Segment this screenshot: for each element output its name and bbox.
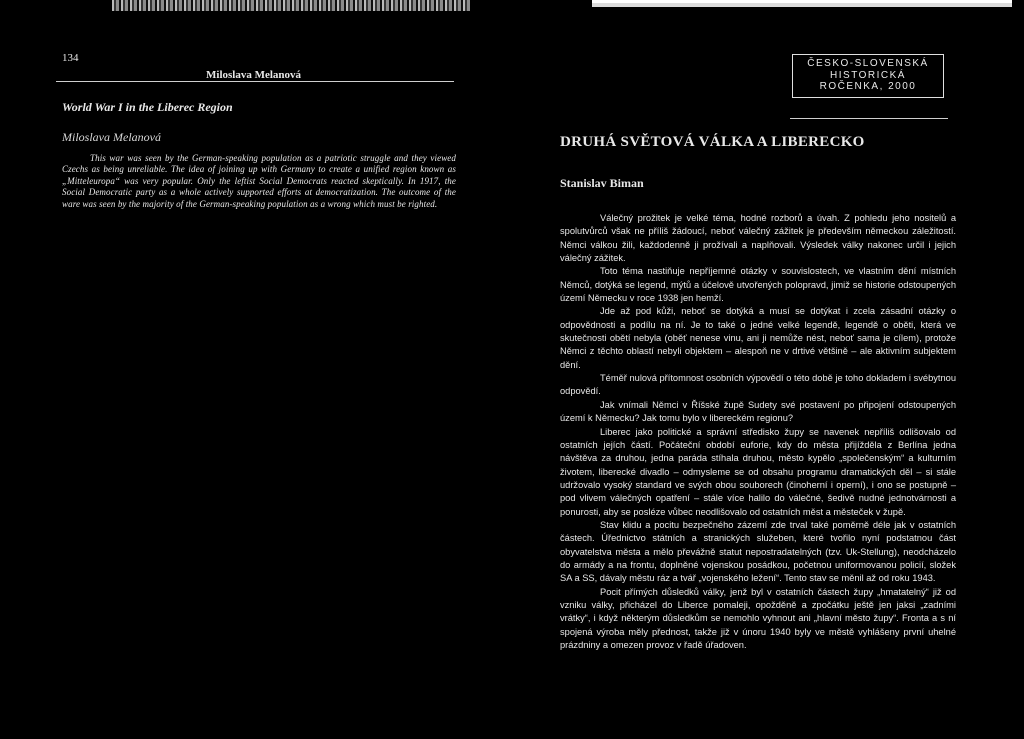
series-line-1: ČESKO-SLOVENSKÁ bbox=[807, 58, 929, 69]
body-paragraph: Jak vnímali Němci v Říšské župě Sudety své postavení po připojení odstoupených území k Německu? Jak tomu bylo v libereckém regionu? bbox=[560, 399, 956, 424]
series-rule bbox=[790, 118, 948, 119]
body-paragraph: Válečný prožitek je velké téma, hodné rozborů a úvah. Z pohledu jeho nositelů a spolutvůrců však ne příliš žádoucí, neboť válečný zážitek je především německou záležitostí. Němci válkou žili, každodenně ji prožívali a naplňovali. Výsledek války nakonec určil i jejich válečný zážitek. bbox=[560, 213, 956, 264]
body-paragraph: Téměř nulová přítomnost osobních výpovědí o této době je toho dokladem i svébytnou odpovědí. bbox=[560, 373, 956, 397]
series-title-box bbox=[792, 54, 944, 98]
english-title: World War I in the Liberec Region bbox=[62, 100, 233, 114]
article-title: DRUHÁ SVĚTOVÁ VÁLKA A LIBERECKO bbox=[560, 134, 865, 150]
scan-edge-right bbox=[592, 0, 1012, 10]
article-author: Stanislav Biman bbox=[560, 176, 644, 190]
page-number: 134 bbox=[62, 52, 79, 64]
article-body bbox=[560, 212, 956, 652]
scan-edge-left bbox=[112, 0, 470, 11]
body-paragraph: Stav klidu a pocitu bezpečného zázemí zde trval také poměrně déle jak v ostatních částech. Úřednictvo státních a stranických služeben, které tvořilo nyní podstatnou část obyvatelstva města a mělo převážně statut nepostradatelných (tzv. Uk-Stellung), neodcházelo do armády a na frontu, doplněné vojenskou posádkou, početnou uniformovanou policií, složek SA a SS, dávaly městu ráz a tvář „vojenského ležení“. Tento stav se měnil až od roku 1943. bbox=[560, 519, 956, 584]
series-line-3: ROČENKA, 2000 bbox=[819, 81, 917, 92]
body-paragraph: Pocit přímých důsledků války, jenž byl v ostatních částech župy „hmatatelný“ již od vzniku války, přicházel do Liberce pomaleji, opožděně a zpočátku ještě jen jaksi „zadními vrátky“, i když některým důsledkům se nemohlo vyhnout ani „hlavní město župy“. Fronta a s ní spojená výroba měly přednost, takže již v únoru 1940 byly ve městě vyhlášeny první uhelné prázdniny a omezen provoz v řadě úřadoven. bbox=[560, 586, 956, 650]
body-paragraph: Liberec jako politické a správní středisko župy se navenek nepříliš odlišovalo od ostatních jejích částí. Počáteční období euforie, kdy do města přijížděla z Berlína jedna návštěva za druhou, jedna paráda stíhala druhou, město kypělo „společenským“ a kulturním životem, liberecké divadlo – odmysleme se od obsahu programu dramatických děl – si stále udržovalo vysoký standard ve svých obou souborech (činoherní i operní), i ono se postupně – pod vlivem válečných opatření – stále více halilo do válečné, šedivě nudné jednotvárnosti a ponurosti, aby se posléze vůbec neodlišovalo od ostatních měst a městeček v župě. bbox=[560, 426, 956, 517]
body-paragraph: Jde až pod kůži, neboť se dotýká a musí se dotýkat i zcela zásadní otázky o odpovědnosti a podílu na ní. Je to také o jedné velké legendě, legendě o oběti, která ve skutečnosti obětí nebyla (oběť nenese vinu, ani ji nemůže nést, neboť sama je cílem), protože Němci z těchto oblastí nebyli objektem – alespoň ne v drtivé většině – ale aktivním subjektem dění. bbox=[560, 306, 956, 370]
header-rule bbox=[56, 81, 454, 82]
series-line-2: HISTORICKÁ bbox=[830, 69, 906, 81]
english-abstract: This war was seen by the German-speaking population as a patriotic struggle and they viewed Czechs as being unreliable. The idea of joining up with Germany to create a unified region known as „Mitteleuropa“ was very popular. Only the leftist Social Democrats reacted skeptically. In 1917, the Social Democratic party as a whole actively supported efforts at democratization. The outcome of the ware was seen by the majority of the German-speaking population as a wrong which must be righted. bbox=[62, 153, 456, 209]
body-paragraph: Toto téma nastiňuje nepříjemné otázky v souvislostech, ve vlastním dění místních Němců, dotýká se legend, mýtů a účelově utvořených polopravd, jimiž se historie odstoupených území Německu v roce 1938 jen hemží. bbox=[560, 266, 956, 304]
running-head: Miloslava Melanová bbox=[206, 69, 302, 81]
english-author: Miloslava Melanová bbox=[62, 130, 161, 144]
